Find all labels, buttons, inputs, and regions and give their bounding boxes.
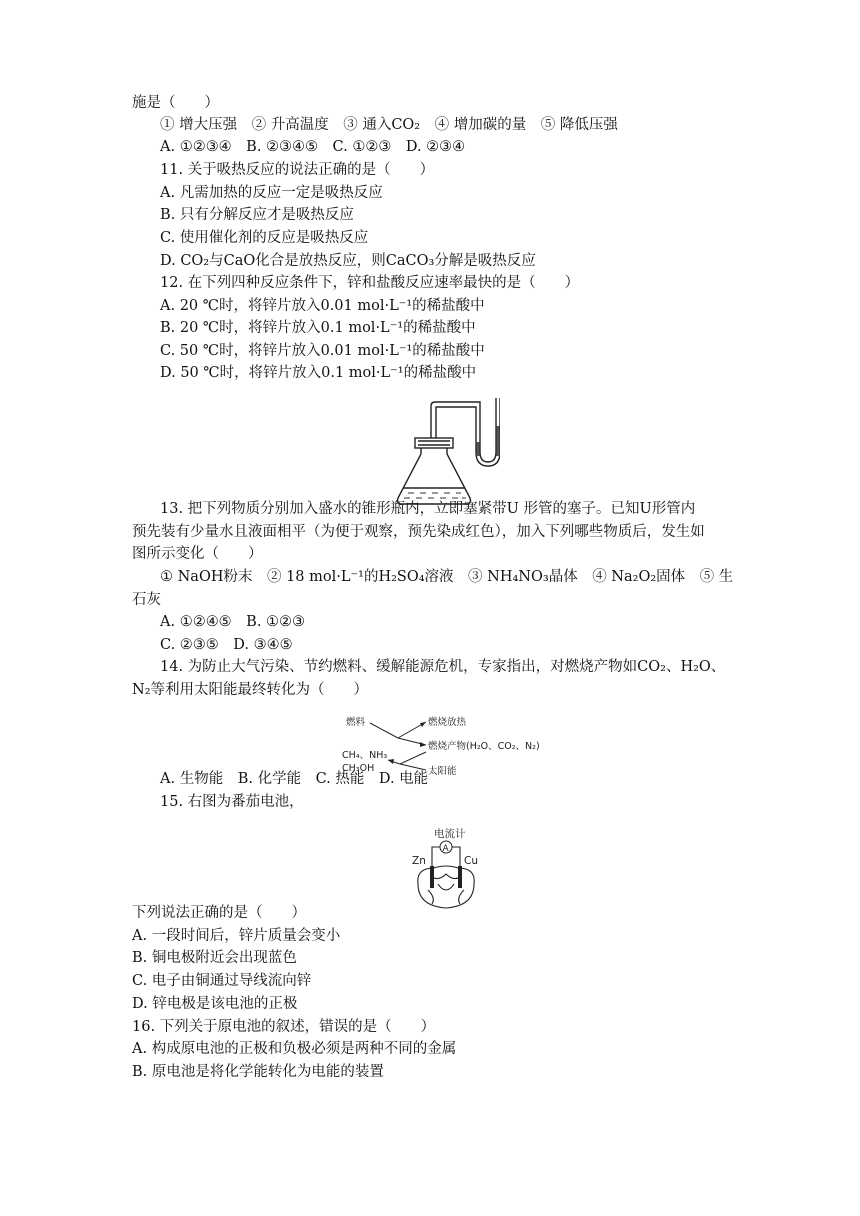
text-line: 图所示变化（ ） <box>132 546 263 562</box>
text-line: C. 电子由铜通过导线流向锌 <box>132 973 312 989</box>
text-line: D. 锌电极是该电池的正极 <box>132 996 298 1012</box>
text-line: C. 使用催化剂的反应是吸热反应 <box>160 230 369 246</box>
text-line: 16. 下列关于原电池的叙述，错误的是（ ） <box>132 1019 436 1035</box>
tomato-battery-diagram <box>408 826 500 912</box>
text-line: C. ②③⑤ D. ③④⑤ <box>160 637 293 653</box>
text-line: ① NaOH粉末 ② 18 mol·L⁻¹的H₂SO₄溶液 ③ NH₄NO₃晶体 ④ Na₂O₂固体 ⑤ 生 <box>160 569 734 585</box>
text-line: A. 20 ℃时，将锌片放入0.01 mol·L⁻¹的稀盐酸中 <box>160 298 485 314</box>
text-line: 下列说法正确的是（ ） <box>132 905 306 921</box>
text-line: N₂等利用太阳能最终转化为（ ） <box>132 682 368 698</box>
text-line: 预先装有少量水且液面相平（为便于观察，预先染成红色），加入下列哪些物质后，发生如 <box>132 524 705 540</box>
text-line: ① 增大压强 ② 升高温度 ③ 通入CO₂ ④ 增加碳的量 ⑤ 降低压强 <box>160 117 618 133</box>
text-line: D. CO₂与CaO化合是放热反应，则CaCO₃分解是吸热反应 <box>160 253 536 269</box>
text-line: 施是（ ） <box>132 95 219 111</box>
text-line: 12. 在下列四种反应条件下，锌和盐酸反应速率最快的是（ ） <box>160 275 580 291</box>
text-line: A. 凡需加热的反应一定是吸热反应 <box>160 185 383 201</box>
zn-label: Zn <box>412 855 426 867</box>
text-line: B. 20 ℃时，将锌片放入0.1 mol·L⁻¹的稀盐酸中 <box>160 320 476 336</box>
text-line: 15. 右图为番茄电池， <box>160 794 304 810</box>
text-line: B. 铜电极附近会出现蓝色 <box>132 950 297 966</box>
text-line: B. 只有分解反应才是吸热反应 <box>160 207 354 223</box>
text-line: A. 一段时间后，锌片质量会变小 <box>132 928 341 944</box>
substances-label-1: CH₄、NH₃ <box>342 750 388 761</box>
text-line: A. ①②④⑤ B. ①②③ <box>160 614 306 630</box>
substances-label-2: CH₃OH <box>342 763 375 774</box>
cu-label: Cu <box>464 855 478 867</box>
text-line: C. 50 ℃时，将锌片放入0.01 mol·L⁻¹的稀盐酸中 <box>160 343 485 359</box>
text-line: 14. 为防止大气污染、节约燃料、缓解能源危机，专家指出，对燃烧产物如CO₂、H₂O、 <box>160 659 726 675</box>
text-line: A. 生物能 B. 化学能 C. 热能 D. 电能 <box>160 771 429 787</box>
products-label: 燃烧产物(H₂O、CO₂、N₂) <box>428 741 540 752</box>
flask-u-tube-figure <box>388 392 500 508</box>
solar-label: 太阳能 <box>428 766 457 776</box>
heat-label: 燃烧放热 <box>428 717 467 728</box>
text-line: 11. 关于吸热反应的说法正确的是（ ） <box>160 162 435 178</box>
meter-label: 电流计 <box>434 828 466 840</box>
text-line: D. 50 ℃时，将锌片放入0.1 mol·L⁻¹的稀盐酸中 <box>160 365 477 381</box>
meter-symbol: A <box>442 844 449 854</box>
text-line: A. 构成原电池的正极和负极必须是两种不同的金属 <box>132 1041 457 1057</box>
text-line: 13. 把下列物质分别加入盛水的锥形瓶内，立即塞紧带U 形管的塞子。已知U形管内 <box>160 501 696 517</box>
energy-cycle-diagram <box>340 712 570 776</box>
text-line: A. ①②③④ B. ②③④⑤ C. ①②③ D. ②③④ <box>160 139 466 155</box>
text-line: 石灰 <box>132 592 161 608</box>
text-line: B. 原电池是将化学能转化为电能的装置 <box>132 1064 384 1080</box>
fuel-label: 燃料 <box>346 717 366 728</box>
